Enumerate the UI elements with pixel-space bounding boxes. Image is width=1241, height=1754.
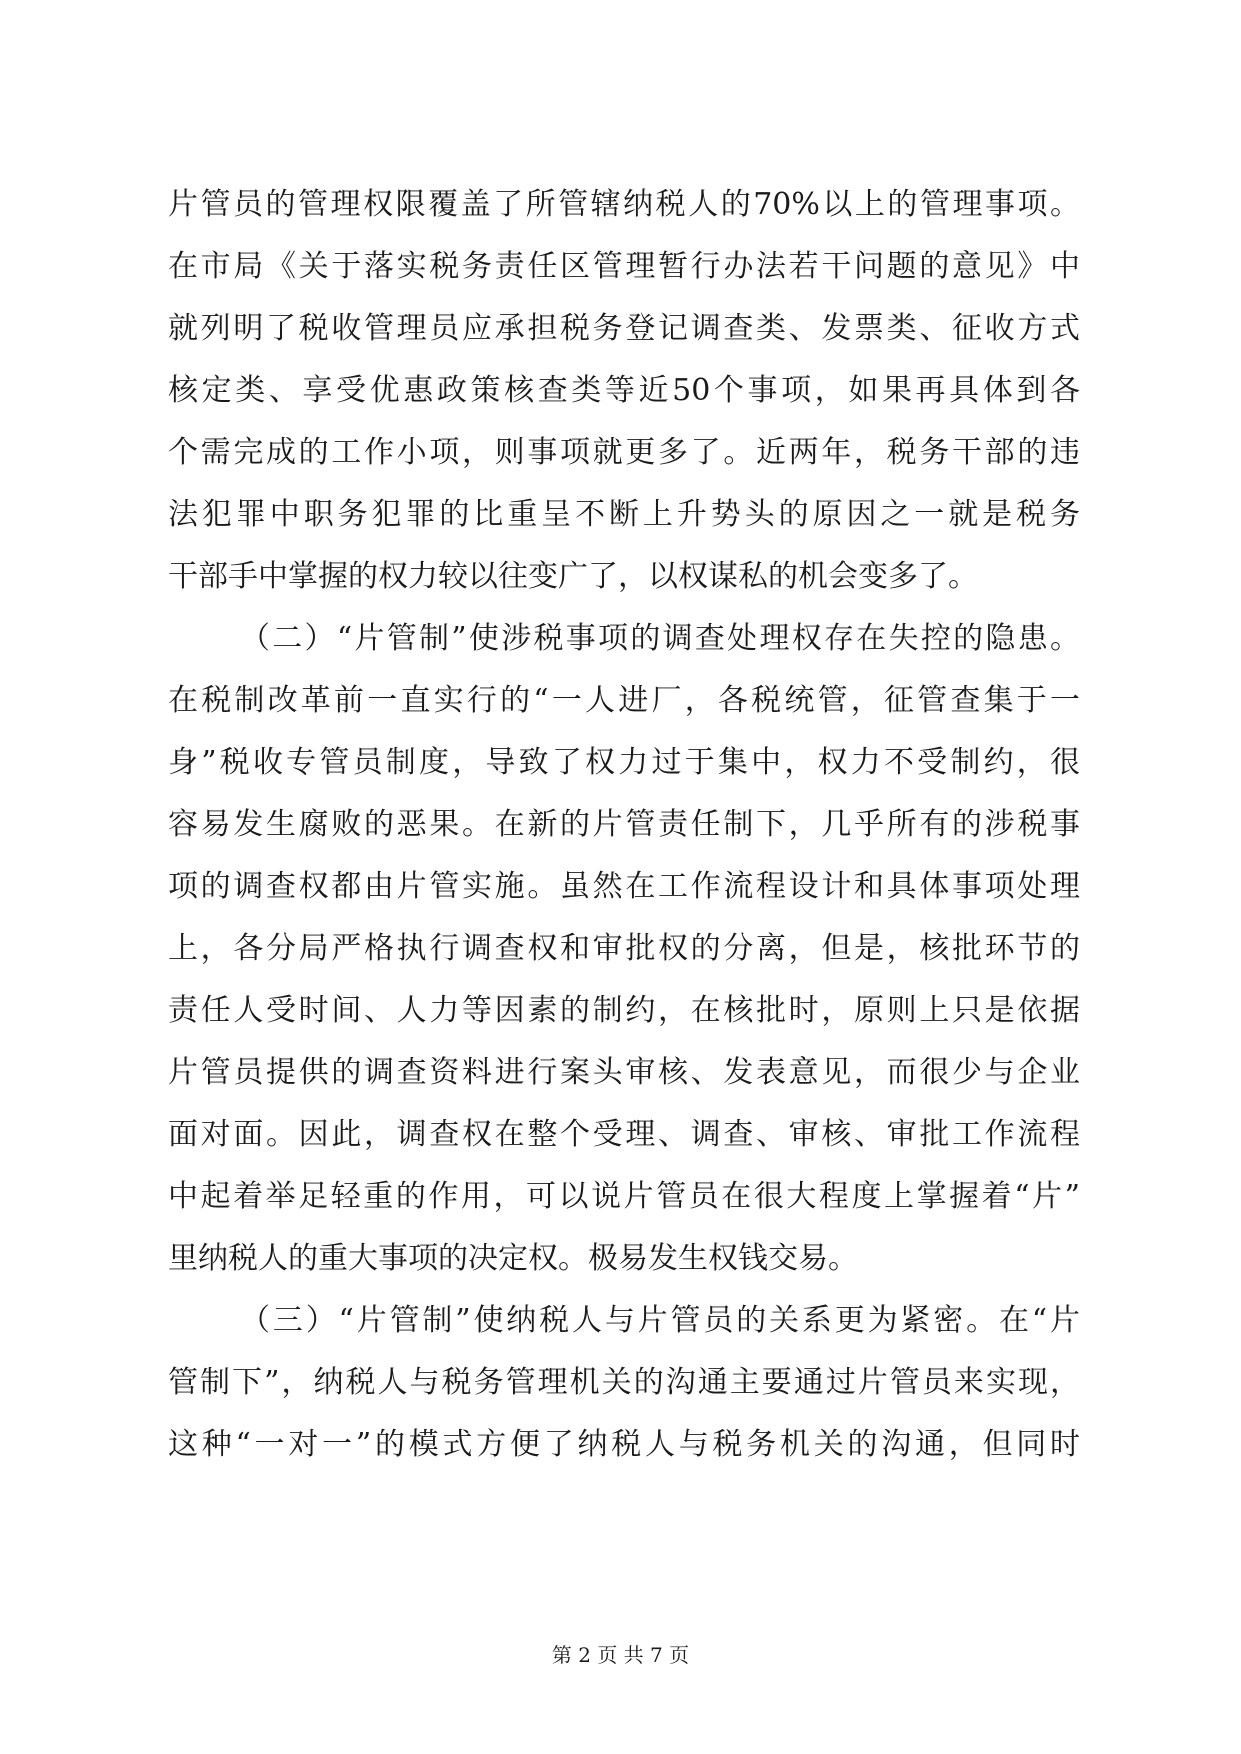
body-text-line: 片管员的管理权限覆盖了所管辖纳税人的70%以上的管理事项。 — [168, 187, 1080, 222]
body-text-line: 里纳税人的重大事项的决定权。极易发生权钱交易。 — [168, 1241, 858, 1276]
body-text-line: 干部手中掌握的权力较以往变广了，以权谋私的机会变多了。 — [168, 559, 978, 594]
body-text-line: 身”税收专管员制度，导致了权力过于集中，权力不受制约，很 — [168, 745, 1080, 780]
body-text-line: 就列明了税收管理员应承担税务登记调查类、发票类、征收方式 — [168, 311, 1080, 346]
body-text-line: 管制下”，纳税人与税务管理机关的沟通主要通过片管员来实现， — [168, 1365, 1080, 1400]
section-heading-line: （三）“片管制”使纳税人与片管员的关系更为紧密。在“片 — [240, 1303, 1080, 1338]
body-text-line: 个需完成的工作小项，则事项就更多了。近两年，税务干部的违 — [168, 435, 1080, 470]
body-text-line: 中起着举足轻重的作用，可以说片管员在很大程度上掌握着“片” — [168, 1179, 1080, 1214]
body-text-line: 面对面。因此，调查权在整个受理、调查、审核、审批工作流程 — [168, 1117, 1080, 1152]
body-text-line: 在税制改革前一直实行的“一人进厂，各税统管，征管查集于一 — [168, 683, 1080, 718]
page-number-footer: 第 2 页 共 7 页 — [551, 1643, 690, 1667]
body-text-line: 在市局《关于落实税务责任区管理暂行办法若干问题的意见》中 — [168, 249, 1080, 284]
body-text-line: 责任人受时间、人力等因素的制约，在核批时，原则上只是依据 — [168, 993, 1080, 1028]
body-text-line: 核定类、享受优惠政策核查类等近50个事项，如果再具体到各 — [168, 373, 1080, 408]
body-text-line: 上，各分局严格执行调查权和审批权的分离，但是，核批环节的 — [168, 931, 1080, 966]
body-text-line: 项的调查权都由片管实施。虽然在工作流程设计和具体事项处理 — [168, 869, 1080, 904]
body-text-line: 法犯罪中职务犯罪的比重呈不断上升势头的原因之一就是税务 — [168, 497, 1080, 532]
body-text-line: 这种“一对一”的模式方便了纳税人与税务机关的沟通，但同时 — [168, 1427, 1080, 1462]
body-text-line: 片管员提供的调查资料进行案头审核、发表意见，而很少与企业 — [168, 1055, 1080, 1090]
section-heading-line: （二）“片管制”使涉税事项的调查处理权存在失控的隐患。 — [240, 621, 1080, 656]
body-text-line: 容易发生腐败的恶果。在新的片管责任制下，几乎所有的涉税事 — [168, 807, 1080, 842]
